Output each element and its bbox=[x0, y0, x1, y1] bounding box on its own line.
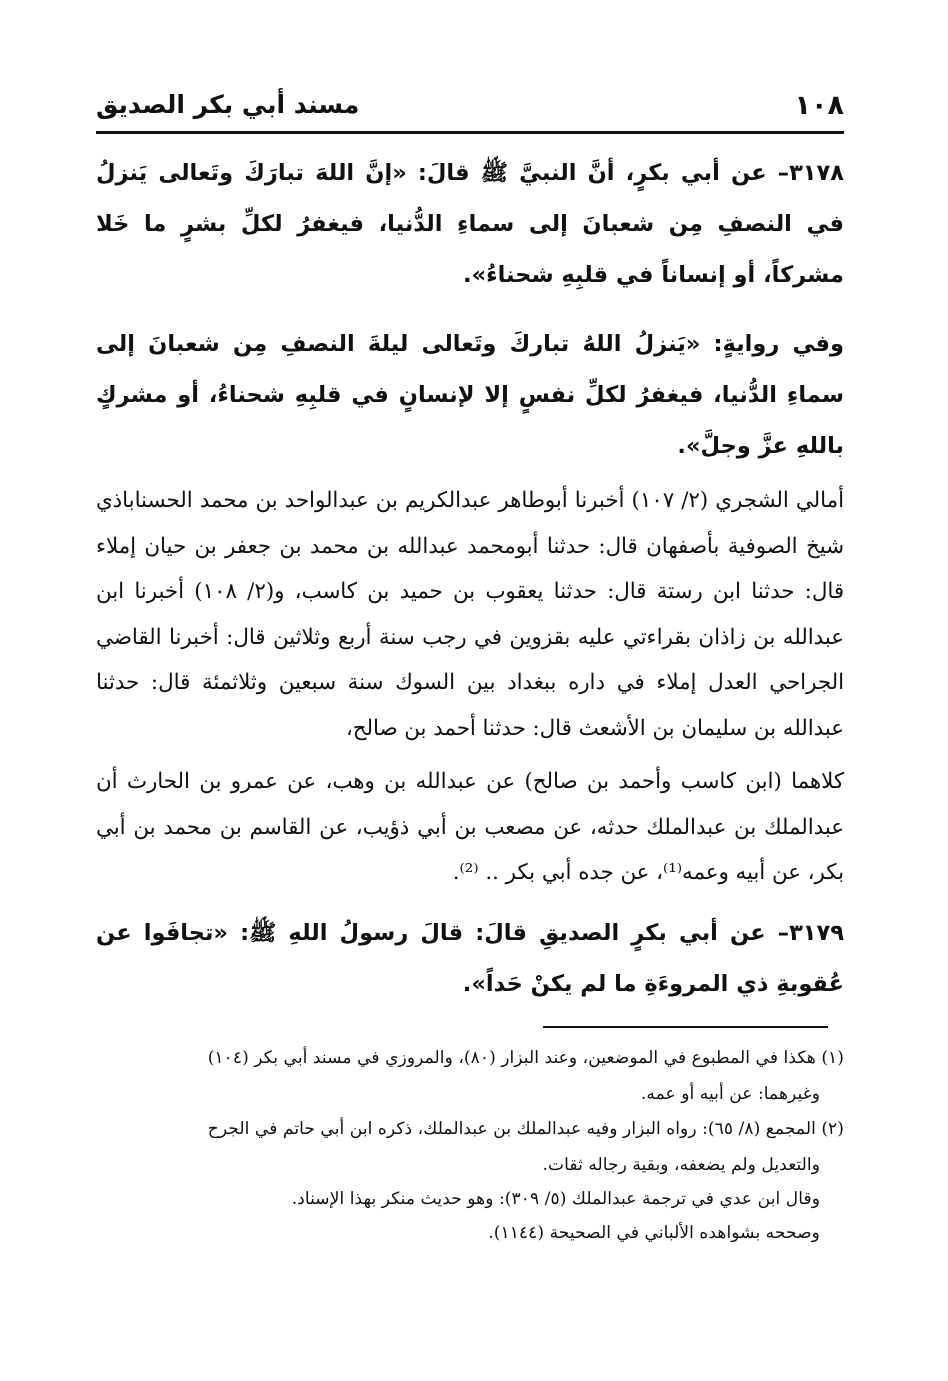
source-chain-paragraph: أمالي الشجري (٢/ ١٠٧) أخبرنا أبوطاهر عبدالكريم بن عبدالواحد بن محمد الحسناباذي شيخ الصوفية بأصفهان قال: حدثنا أبومحمد عبدالله بن محمد بن جعفر بن حيان إملاء قال: حدثنا ابن رستة قال: حدثنا يعقوب بن حميد بن كاسب، و(٢/ ١٠٨) أخبرنا ابن عبدالله بن زاذان بقراءتي عليه بقزوين في رجب سنة أربع وثلاثين قال: أخبرنا القاضي الجراحي العدل إملاء في داره ببغداد بين السوك سنة سبعين وثلاثمئة قال: حدثنا عبدالله بن سليمان بن الأشعث قال: حدثنا أحمد بن صالح، bbox=[96, 488, 844, 741]
main-text bbox=[96, 148, 844, 1010]
footnote-2-continuation: والتعديل ولم يضعفه، وبقية رجاله ثقات. bbox=[542, 1155, 820, 1175]
footnote-2-authentication: وصححه بشواهده الألباني في الصحيحة (١١٤٤). bbox=[488, 1223, 820, 1243]
footnote-2-note: وقال ابن عدي في ترجمة عبدالملك (٥/ ٣٠٩): وهو حديث منكر بهذا الإسناد. bbox=[291, 1189, 820, 1209]
hadith-3178: ٣١٧٨– عن أبي بكرٍ، أنَّ النبيَّ ﷺ قالَ: «إنَّ اللهَ تبارَكَ وتَعالى يَنزلُ في النصفِ مِن شعبانَ إلى سماءِ الدُّنيا، فيغفرُ لكلِّ بشرٍ ما خَلا مشركاً، أو إنساناً في قلبِهِ شحناءُ». bbox=[96, 160, 844, 288]
footnote-2: (٢) المجمع (٨/ ٦٥): رواه البزار وفيه عبدالملك بن عبدالملك، ذكره ابن أبي حاتم في الجرح bbox=[207, 1119, 844, 1139]
footnotes bbox=[96, 1040, 844, 1250]
source-chain-summary: كلاهما (ابن كاسب وأحمد بن صالح) عن عبدالله بن وهب، عن عمرو بن الحارث أن عبدالملك بن عبدالملك حدثه، عن مصعب بن أبي ذؤيب، عن القاسم بن محمد بن أبي بكر، عن أبيه وعمه⁽¹⁾، عن جده أبي بكر .. ⁽²⁾. bbox=[96, 769, 844, 885]
footnote-divider bbox=[543, 1026, 828, 1028]
footnote-1: (١) هكذا في المطبوع في الموضعين، وعند البزار (٨٠)، والمروزي في مسند أبي بكر (١٠٤) bbox=[207, 1048, 844, 1068]
page-number: ١٠٨ bbox=[794, 90, 844, 121]
page-header bbox=[96, 86, 844, 132]
hadith-variant-narration: وفي روايةٍ: «يَنزلُ اللهُ تباركَ وتَعالى ليلةَ النصفِ مِن شعبانَ إلى سماءِ الدُّنيا، فيغفرُ لكلِّ نفسٍ إلا لإنسانٍ في قلبِهِ شحناءُ، أو مشركٍ باللهِ عزَّ وجلَّ». bbox=[96, 331, 844, 459]
hadith-3179: ٣١٧٩– عن أبي بكرٍ الصديقِ قالَ: قالَ رسولُ اللهِ ﷺ: «تجافَوا عن عُقوبةِ ذي المروءَةِ ما لم يكنْ حَداً». bbox=[96, 919, 844, 997]
footnote-1-continuation: وغيرهما: عن أبيه أو عمه. bbox=[640, 1084, 820, 1104]
running-title: مسند أبي بكر الصديق bbox=[96, 90, 360, 119]
header-rule bbox=[96, 131, 844, 134]
